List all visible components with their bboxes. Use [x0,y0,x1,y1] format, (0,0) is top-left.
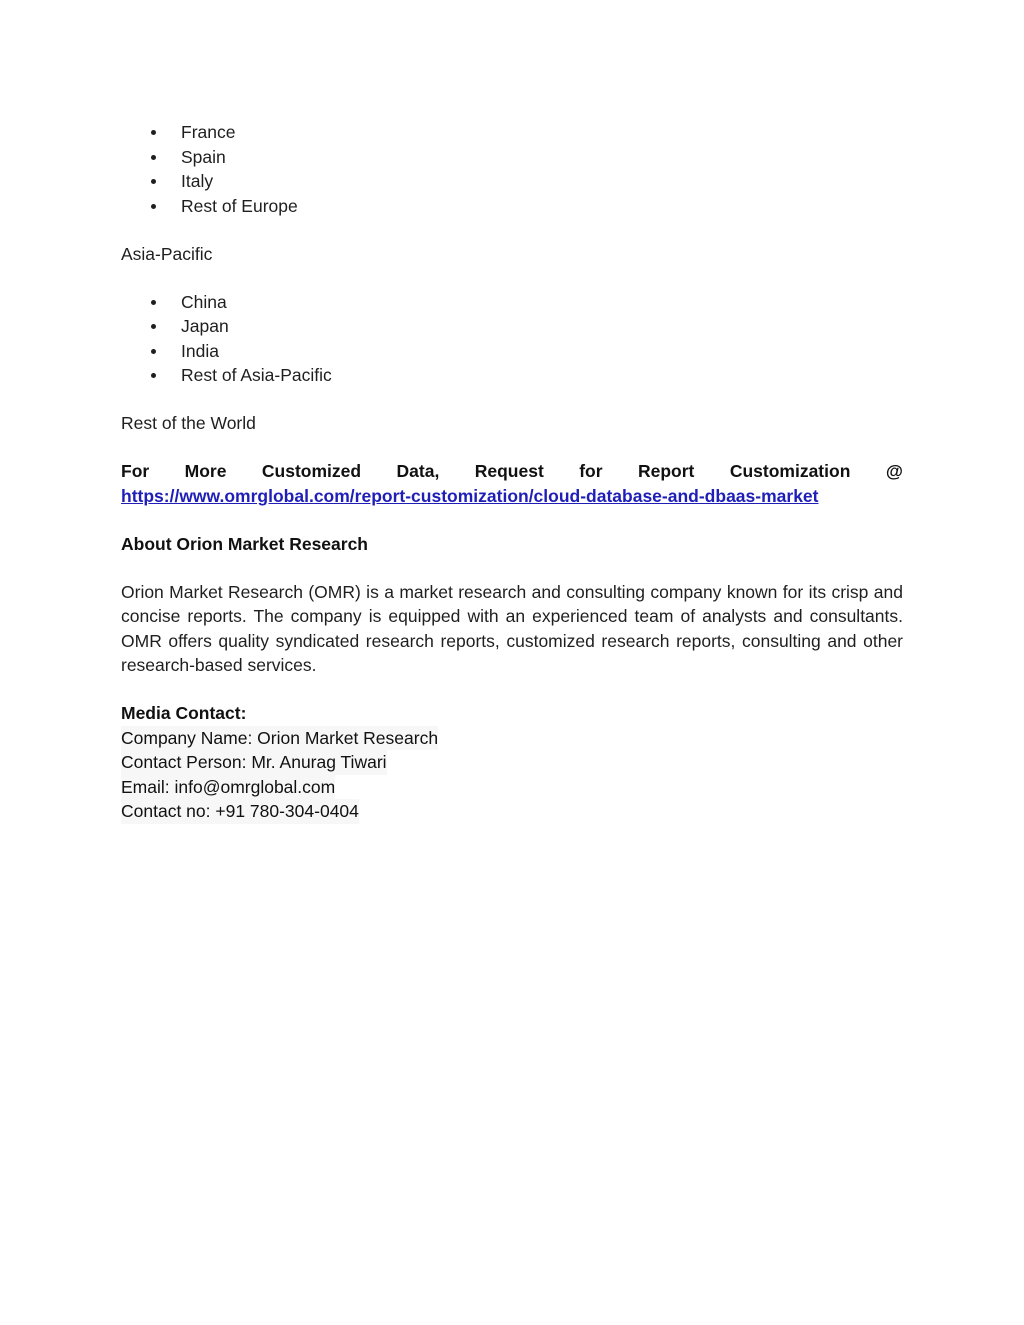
customization-word: @ [885,461,903,481]
media-contact-heading: Media Contact: [121,703,247,723]
region-heading-rest-of-world: Rest of the World [121,413,256,433]
bullet-icon [151,130,156,135]
about-body: Orion Market Research (OMR) is a market research and consulting company known for its crisp and concise reports. The company is equipped with an experienced team of analysts and consultants. OMR offers quality syndicated research reports, customized research reports, consulting and other research-based services. [121,581,903,675]
customization-word: For [121,461,150,481]
bullet-icon [151,155,156,160]
media-contact [121,701,903,824]
about-heading: About Orion Market Research [121,533,368,554]
list-item [121,363,903,388]
bullet-icon [151,373,156,378]
list-item-label: India [181,340,219,361]
customization-request [121,459,903,508]
list-item-label: France [181,122,236,142]
customization-word: Request [474,461,544,481]
asia-pacific-country-list [121,290,903,388]
customization-request-text [121,459,903,484]
list-item [121,339,903,364]
list-item [121,120,903,145]
list-item [121,169,903,194]
list-item-label: Japan [181,316,229,336]
list-item-label: Spain [181,146,226,167]
list-item [121,290,903,315]
contact-phone: Contact no: +91 780-304-0404 [121,799,359,824]
europe-country-list [121,120,903,218]
bullet-icon [151,300,156,305]
contact-email: Email: info@omrglobal.com [121,775,335,800]
bullet-icon [151,324,156,329]
customization-word: Customization [729,461,851,481]
region-heading-asia-pacific: Asia-Pacific [121,243,213,264]
customization-word: Data, [396,461,440,481]
list-item [121,145,903,170]
customization-word: for [579,461,603,481]
list-item-label: Rest of Europe [181,195,298,216]
company-name: Company Name: Orion Market Research [121,726,438,751]
bullet-icon [151,349,156,354]
customization-word: Report [638,461,695,481]
customization-word: Customized [261,461,362,481]
bullet-icon [151,179,156,184]
list-item-label: China [181,291,227,312]
contact-person: Contact Person: Mr. Anurag Tiwari [121,750,387,775]
report-customization-link[interactable]: https://www.omrglobal.com/report-customization/cloud-database-and-dbaas-market [121,485,819,506]
customization-word: More [184,461,227,481]
list-item-label: Italy [181,171,214,191]
list-item-label: Rest of Asia-Pacific [181,365,332,385]
list-item [121,314,903,339]
document-page [121,120,903,824]
bullet-icon [151,204,156,209]
list-item [121,194,903,219]
